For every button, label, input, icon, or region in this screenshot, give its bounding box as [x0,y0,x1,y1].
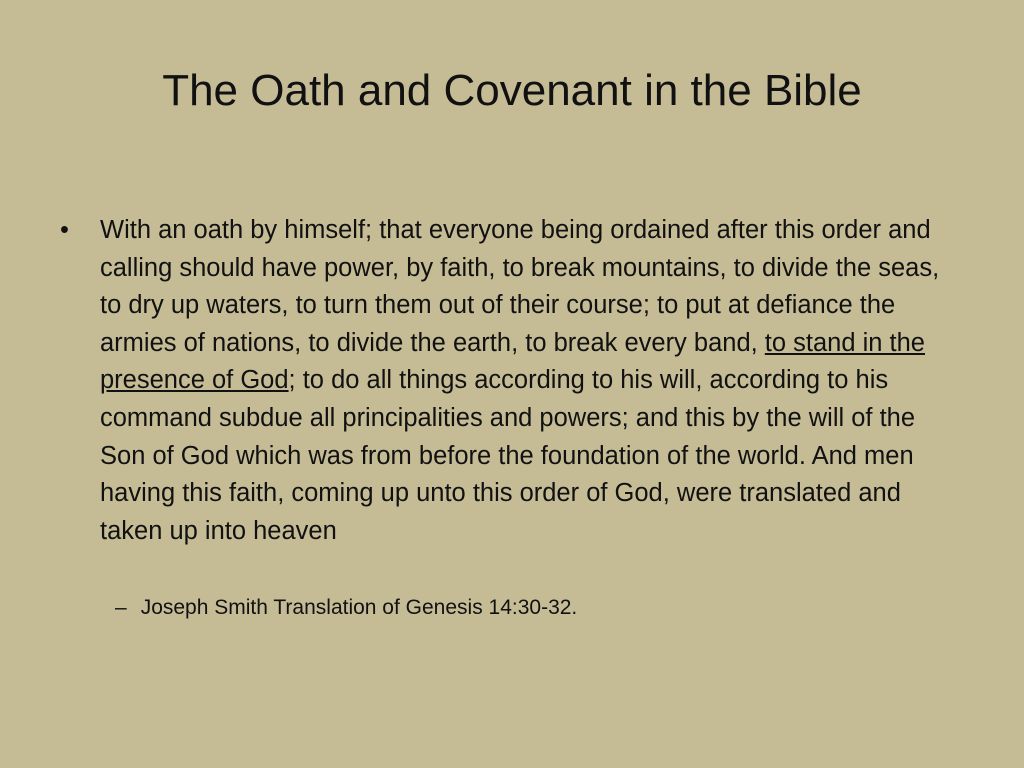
sub-bullet-citation [115,596,577,620]
citation-text: Joseph Smith Translation of Genesis 14:30-32. [140,596,578,619]
bullet-icon: • [60,216,69,244]
body-text-part1: With an oath by himself; that everyone being ordained after this order and calling should have power, by faith, to break mountains, to divide the seas, to dry up waters, to turn them out of their course; to put at defiance the armies of nations, to divide the earth, to break every band, [100,216,940,357]
body-text-part2: ; to do all things according to his will, according to his command subdue all principalities and powers; and this by the will of the Son of God which was from before the foundation of the world. And men having this faith, coming up unto this order of God, were translated and taken up into heaven [100,366,916,545]
bullet-text [100,212,940,550]
slide-title: The Oath and Covenant in the Bible [162,66,862,115]
dash-icon: – [115,596,127,619]
underlined-phrase: to stand in the presence of God [100,328,925,395]
bullet-item [60,212,940,550]
